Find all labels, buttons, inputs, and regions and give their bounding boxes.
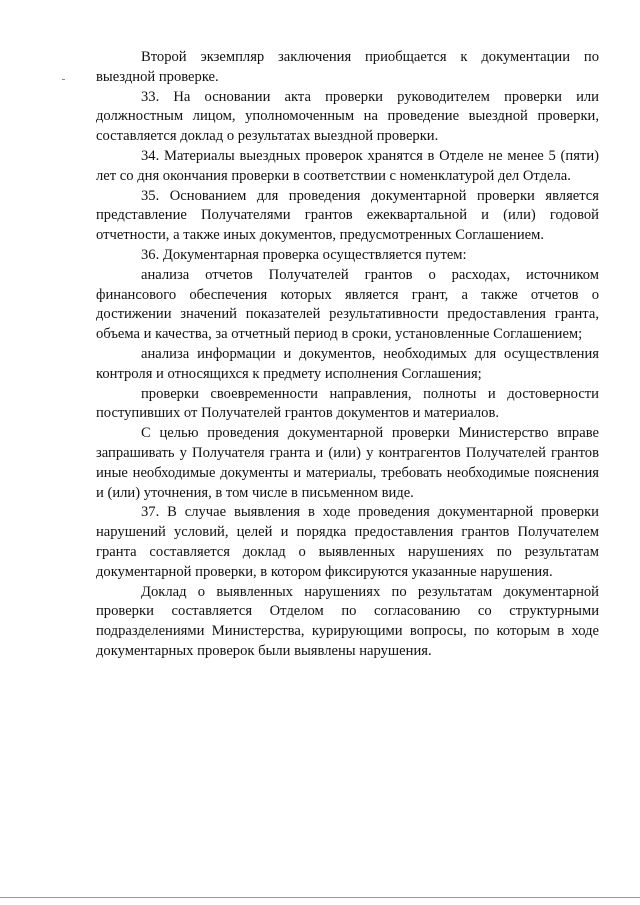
paragraph-34: 34. Материалы выездных проверок хранятся в Отделе не менее 5 (пяти) лет со дня окончания проверки в соответствии с номенклатурой дел Отдела. — [96, 147, 599, 184]
paragraph-second-copy: Второй экземпляр заключения приобщается к документации по выездной проверке. — [96, 49, 599, 85]
paragraph-36-item-timeliness-check: проверки своевременности направления, полноты и достоверности поступивших от Получателей грантов документов и материалов. — [96, 385, 599, 422]
paragraph-36: 36. Документарная проверка осуществляется путем: — [141, 246, 467, 263]
page-bottom-rule — [0, 897, 640, 898]
paragraph-violations-report: Доклад о выявленных нарушениях по результатам документарной проверки составляется Отделом по согласованию со структурными подразделениями Министерства, курирующими вопросы, по которым в ходе документарных проверок были выявлены нарушения. — [96, 583, 599, 659]
paragraph-33: 33. На основании акта проверки руководителем проверки или должностным лицом, уполномоченным на проведение выездной проверки, составляется доклад о результатах выездной проверки. — [96, 88, 599, 145]
paragraph-ministry-requests: С целью проведения документарной проверки Министерство вправе запрашивать у Получателя гранта и (или) у контрагентов Получателей грантов иные необходимые документы и материалы, требовать необходимые пояснения и (или) уточнения, в том числе в письменном виде. — [96, 425, 599, 501]
paragraph-35: 35. Основанием для проведения документарной проверки является представление Получателями грантов ежеквартальной и (или) годовой отчетности, а также иных документов, предусмотренных Соглашением. — [96, 187, 599, 244]
paragraph-37: 37. В случае выявления в ходе проведения документарной проверки нарушений условий, целей и порядка предоставления грантов Получателем гранта составляется доклад о выявленных нарушениях по результатам документарной проверки, в котором фиксируются указанные нарушения. — [96, 504, 599, 580]
paragraph-36-item-information-analysis: анализа информации и документов, необходимых для осуществления контроля и относящихся к предмету исполнения Соглашения; — [96, 345, 599, 382]
paragraph-36-item-reports-analysis: анализа отчетов Получателей грантов о расходах, источником финансового обеспечения которых является грант, а также отчетов о достижении значений показателей результативности предоставления гранта, объема и качества, за отчетный период в сроки, установленные Соглашением; — [96, 266, 599, 343]
document-body — [96, 48, 599, 662]
scan-edge-mark — [62, 79, 65, 80]
